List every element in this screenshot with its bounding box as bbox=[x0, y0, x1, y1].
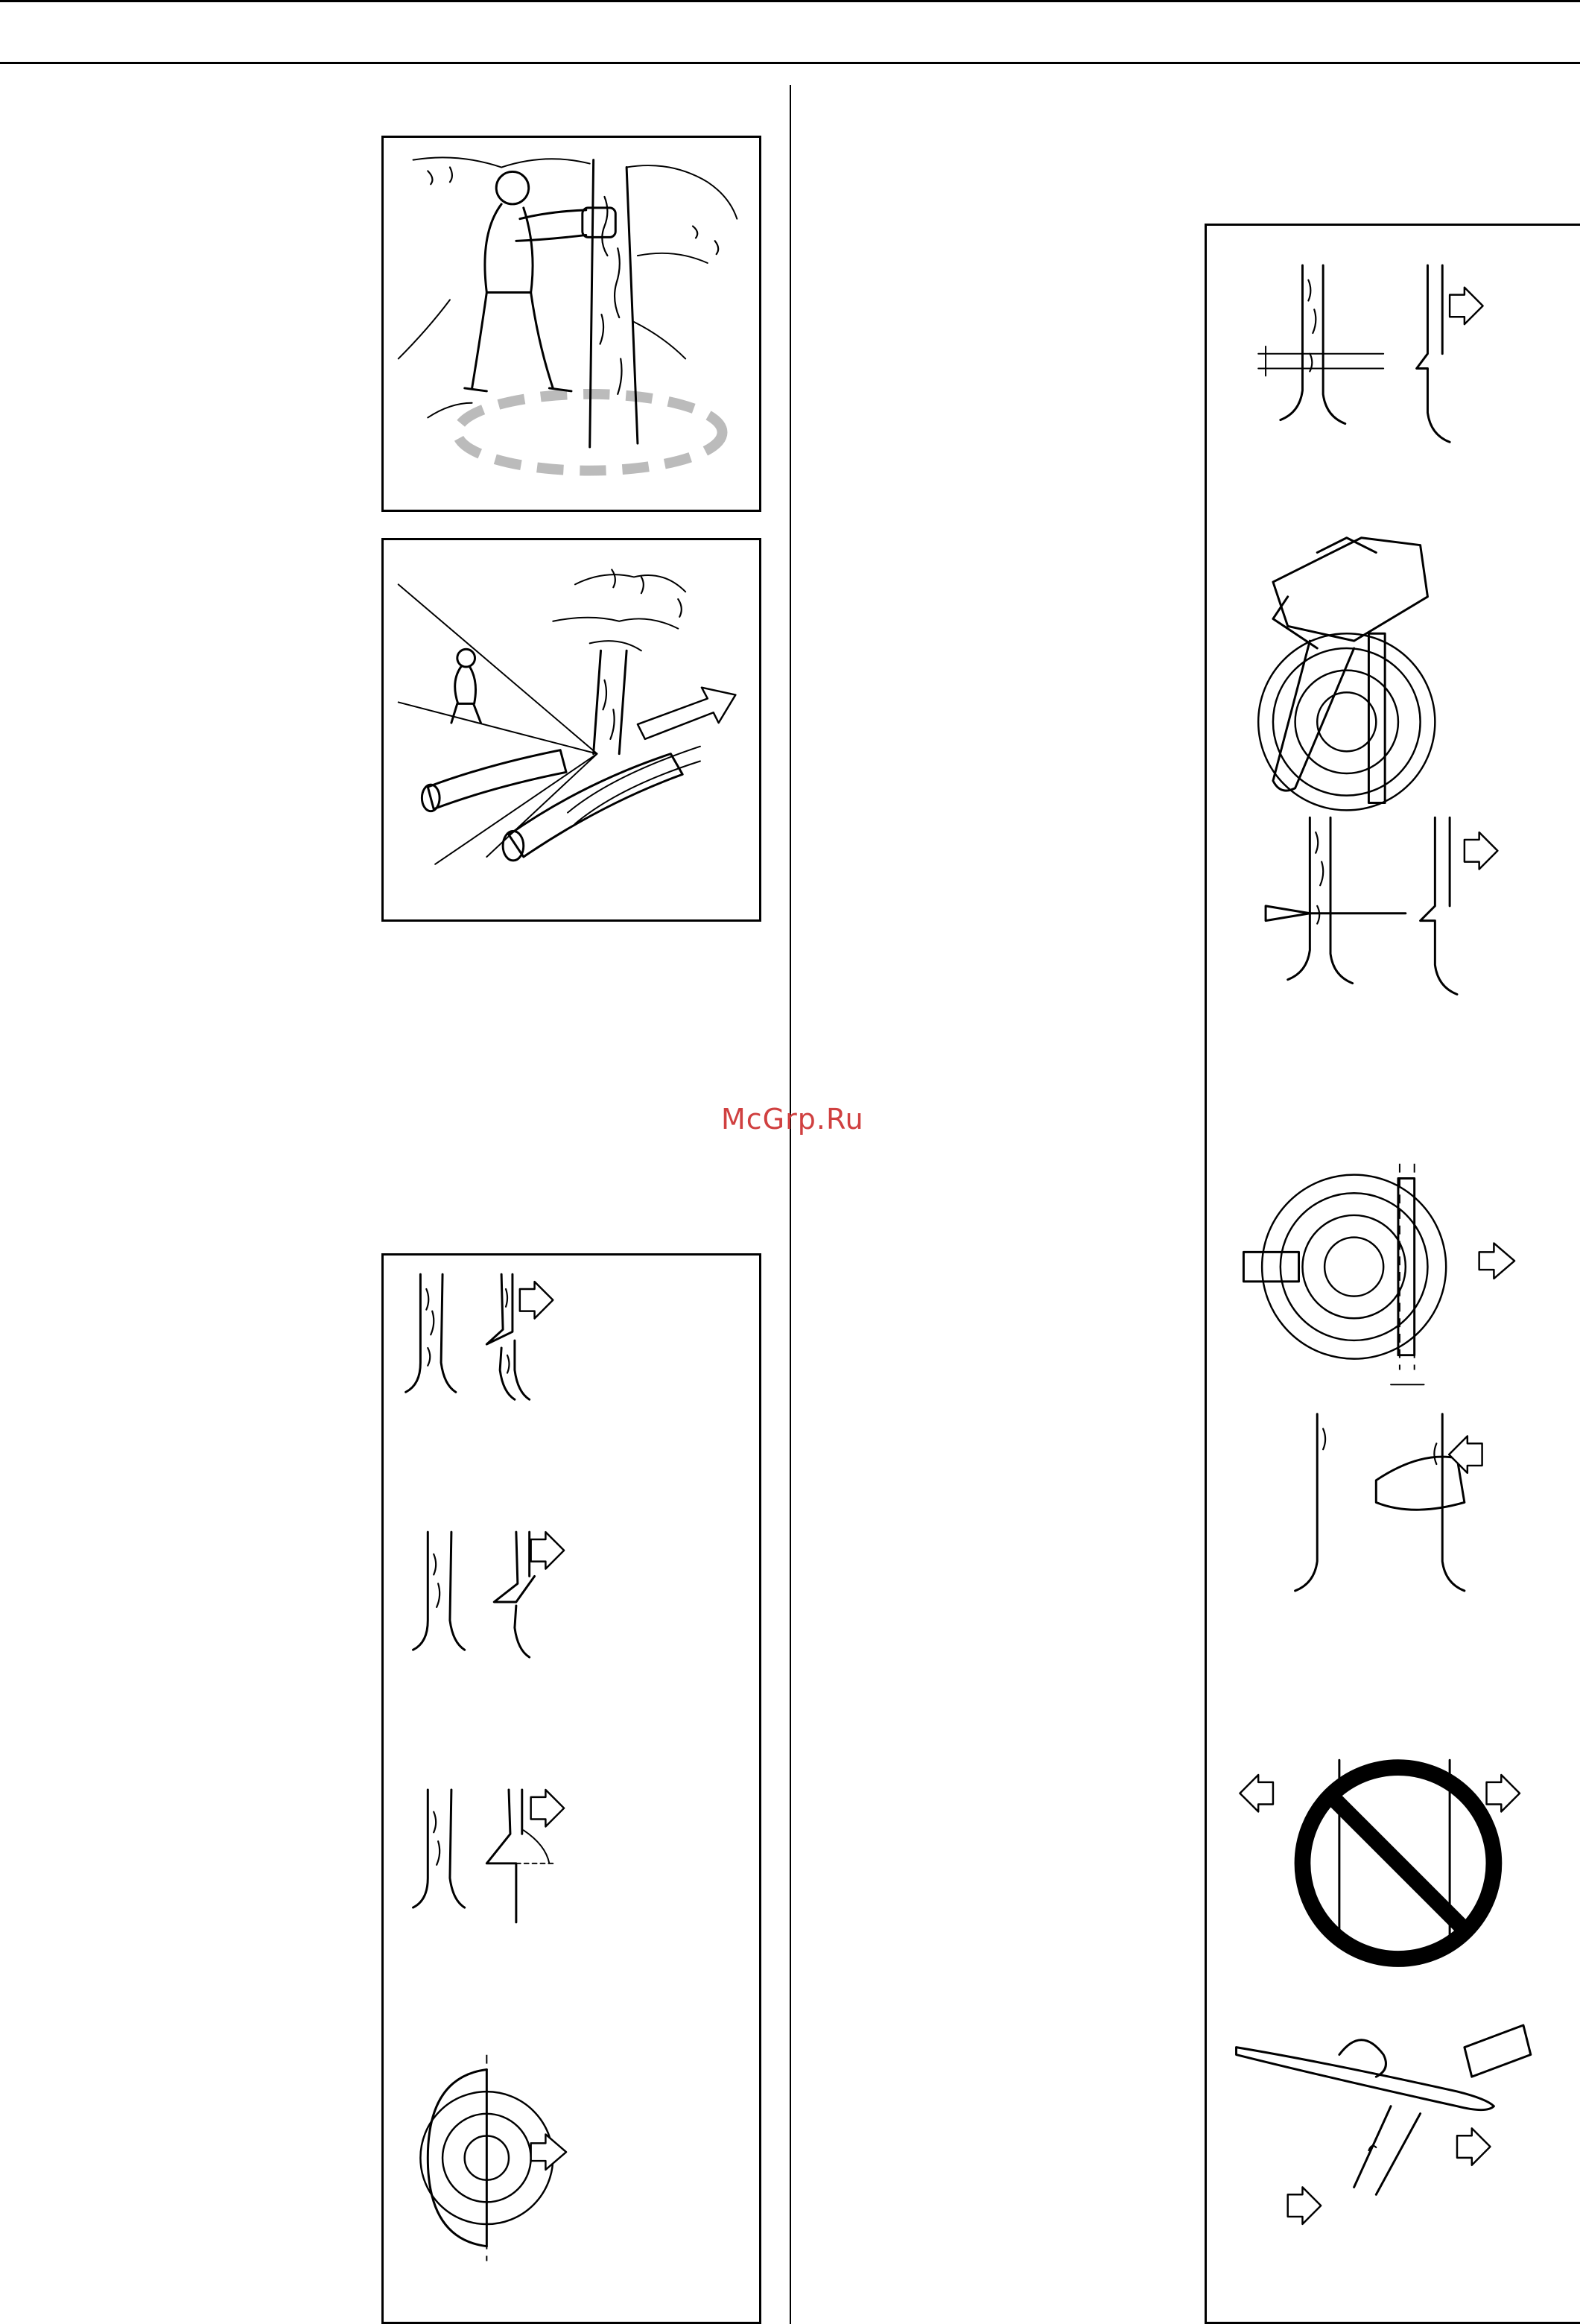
notch-step-3 bbox=[413, 1790, 565, 1922]
notch-step-4-top-view bbox=[420, 2055, 566, 2261]
notch-step-1 bbox=[406, 1274, 553, 1399]
felling-zone-tree-icon bbox=[384, 138, 759, 510]
column-divider bbox=[790, 85, 791, 2324]
top-rule bbox=[0, 0, 1580, 2]
watermark: McGrp.Ru bbox=[721, 1103, 864, 1136]
felling-step-2 bbox=[1258, 538, 1435, 811]
figure-felling-direction bbox=[381, 538, 761, 922]
felling-step-4 bbox=[1243, 1164, 1514, 1384]
notch-step-2 bbox=[413, 1532, 565, 1657]
directional-notch-sequence-icon bbox=[384, 1256, 759, 2322]
felling-step-7-tools bbox=[1237, 2025, 1531, 2224]
felling-step-6-prohibited bbox=[1240, 1760, 1520, 1959]
felling-step-5 bbox=[1295, 1414, 1482, 1591]
figure-notch-sequence bbox=[381, 1253, 761, 2324]
felling-step-1 bbox=[1258, 265, 1482, 442]
felling-cut-sequence-icon bbox=[1207, 226, 1580, 2322]
felling-direction-icon bbox=[384, 540, 759, 919]
figure-felling-cut-sequence bbox=[1205, 224, 1580, 2324]
figure-felling-zone bbox=[381, 136, 761, 512]
felling-step-3 bbox=[1266, 817, 1497, 994]
header-rule bbox=[0, 62, 1580, 64]
